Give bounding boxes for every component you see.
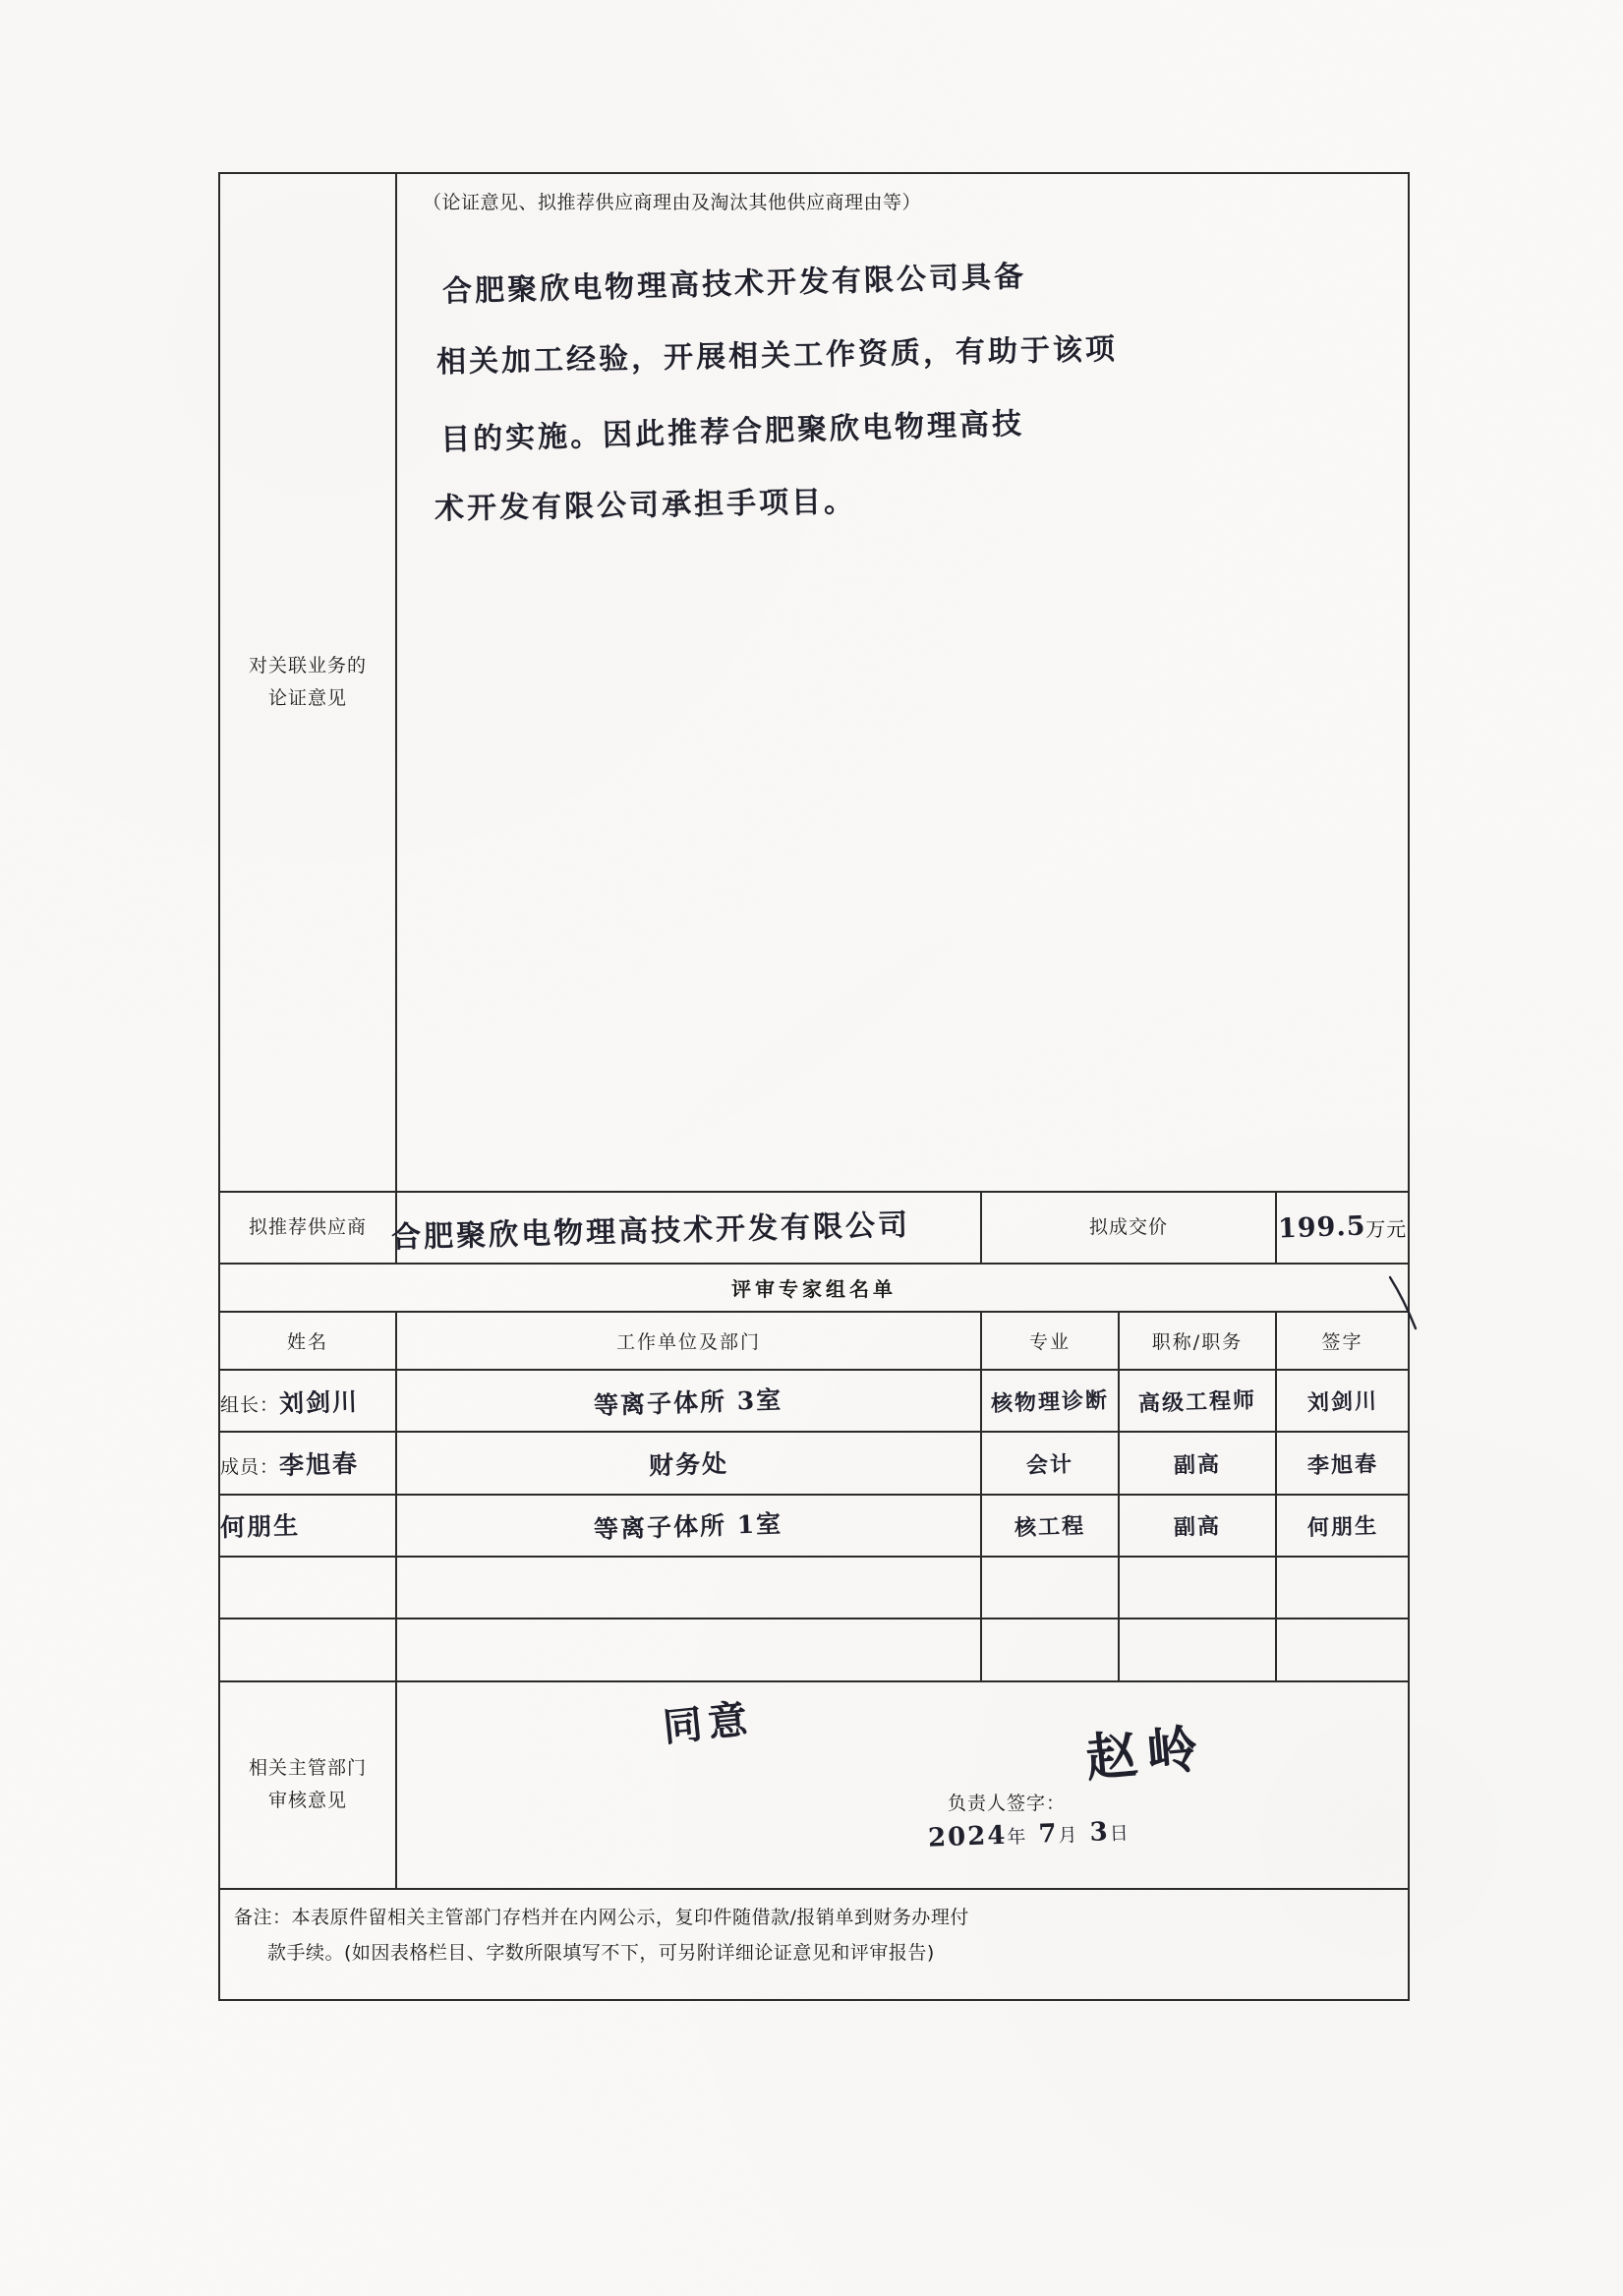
approval-label-cell xyxy=(219,1681,396,1889)
opinion-handwriting xyxy=(435,243,1384,538)
expert-title-handwritten: 高级工程师 xyxy=(1137,1387,1257,1418)
experts-header-row xyxy=(219,1312,1409,1370)
price-value-handwritten: 199.5 xyxy=(1277,1210,1366,1245)
expert-unit-handwritten: 财务处 xyxy=(648,1448,729,1481)
expert-title-handwritten: 副高 xyxy=(1173,1513,1222,1541)
approval-label xyxy=(220,1752,395,1818)
expert-major-cell xyxy=(981,1495,1119,1557)
expert-signature-cell xyxy=(1276,1495,1409,1557)
expert-name-handwritten: 何朋生 xyxy=(219,1511,301,1543)
approval-label-line2: 审核意见 xyxy=(267,1790,347,1812)
footer-note-line1: 备注：本表原件留相关主管部门存档并在内网公示，复印件随借款/报销单到财务办理付 xyxy=(234,1906,969,1928)
expert-major-cell xyxy=(981,1432,1119,1494)
opinion-content-cell xyxy=(396,173,1409,1192)
experts-col-unit xyxy=(396,1312,981,1370)
expert-unit-handwritten: 等离子体所 1室 xyxy=(594,1509,784,1545)
footer-note-line2: 款手续。(如因表格栏目、字数所限填写不下，可另附详细论证意见和评审报告) xyxy=(267,1942,935,1964)
opinion-handwriting-line-3: 目的实施。因此推荐合肥聚欣电物理高技 xyxy=(439,406,1025,458)
experts-title-row xyxy=(219,1264,1409,1313)
expert-major-handwritten: 会计 xyxy=(1025,1450,1074,1479)
expert-title-cell xyxy=(1119,1495,1276,1557)
approval-date-year-suffix: 年 xyxy=(1007,1825,1028,1849)
experts-col-title-label: 职称/职务 xyxy=(1151,1331,1244,1354)
experts-title: 评审专家组名单 xyxy=(731,1277,897,1302)
expert-signature-cell xyxy=(1276,1432,1409,1494)
supplier-label-cell xyxy=(219,1192,396,1263)
approval-comment-handwritten: 同意 xyxy=(661,1694,756,1751)
approval-date-day-suffix: 日 xyxy=(1109,1821,1131,1845)
expert-signature-handwritten: 李旭春 xyxy=(1306,1450,1378,1479)
experts-col-name xyxy=(219,1312,396,1370)
expert-signature-cell xyxy=(1276,1557,1409,1619)
expert-name-cell xyxy=(219,1432,396,1494)
opinion-row-label-line1: 对关联业务的 xyxy=(248,654,367,677)
approval-date-month-suffix: 月 xyxy=(1058,1823,1079,1847)
expert-major-cell xyxy=(981,1619,1119,1680)
approval-date-day: 3 xyxy=(1089,1816,1111,1848)
experts-col-title xyxy=(1119,1312,1276,1370)
price-label-cell xyxy=(981,1192,1276,1263)
expert-title-cell xyxy=(1119,1370,1276,1432)
supplier-value-handwritten: 合肥聚欣电物理高技术开发有限公司 xyxy=(390,1207,911,1255)
expert-name-handwritten: 刘剑川 xyxy=(278,1386,360,1419)
supplier-label: 拟推荐供应商 xyxy=(248,1215,367,1238)
expert-major-handwritten: 核工程 xyxy=(1014,1512,1086,1541)
expert-name-handwritten: 李旭春 xyxy=(278,1448,360,1481)
form-table xyxy=(218,172,1410,2001)
footer-note-cell xyxy=(219,1889,1409,2000)
expert-signature-handwritten: 何朋生 xyxy=(1306,1512,1378,1541)
approval-row xyxy=(219,1681,1409,1889)
approval-signature-handwritten: 赵岭 xyxy=(1083,1718,1210,1789)
supplier-row xyxy=(219,1192,1409,1263)
price-label: 拟成交价 xyxy=(1088,1215,1168,1238)
price-value-cell xyxy=(1276,1192,1409,1263)
expert-name-cell xyxy=(219,1557,396,1619)
approval-date xyxy=(928,1816,1131,1853)
expert-unit-handwritten: 等离子体所 3室 xyxy=(594,1384,784,1420)
expert-signature-cell xyxy=(1276,1619,1409,1680)
approval-label-line1: 相关主管部门 xyxy=(248,1756,367,1779)
expert-title-handwritten: 副高 xyxy=(1173,1450,1222,1479)
experts-col-signature xyxy=(1276,1312,1409,1370)
opinion-row-label-line2: 论证意见 xyxy=(267,687,347,710)
expert-title-cell xyxy=(1119,1432,1276,1494)
expert-signature-cell xyxy=(1276,1370,1409,1432)
price-unit: 万元 xyxy=(1365,1217,1408,1242)
expert-title-cell xyxy=(1119,1557,1276,1619)
expert-major-cell xyxy=(981,1557,1119,1619)
experts-col-major-label: 专业 xyxy=(1028,1331,1071,1354)
expert-name-cell xyxy=(219,1370,396,1432)
opinion-handwriting-line-1: 合肥聚欣电物理高技术开发有限公司具备 xyxy=(441,259,1027,310)
opinion-row-label xyxy=(220,650,395,716)
expert-role-prefix: 组长： xyxy=(220,1393,280,1416)
opinion-row xyxy=(219,173,1409,1192)
expert-major-handwritten: 核物理诊断 xyxy=(990,1387,1110,1418)
expert-unit-cell xyxy=(396,1619,981,1680)
expert-name-cell xyxy=(219,1619,396,1680)
table-row xyxy=(219,1619,1409,1680)
opinion-handwriting-line-2: 相关加工经验，开展相关工作资质，有助于该项 xyxy=(435,331,1119,381)
footer-note-row xyxy=(219,1889,1409,2000)
supplier-value-cell xyxy=(390,1192,981,1263)
procurement-form-table xyxy=(218,172,1408,2001)
approval-date-month: 7 xyxy=(1037,1818,1060,1850)
table-row xyxy=(219,1495,1409,1557)
expert-unit-cell xyxy=(396,1432,981,1494)
opinion-hint-text: （论证意见、拟推荐供应商理由及淘汰其他供应商理由等） xyxy=(423,192,922,213)
expert-unit-cell xyxy=(396,1370,981,1432)
approval-date-year: 2024 xyxy=(927,1820,1008,1854)
table-row xyxy=(219,1557,1409,1619)
experts-col-name-label: 姓名 xyxy=(286,1331,328,1354)
table-row xyxy=(219,1370,1409,1432)
expert-unit-cell xyxy=(396,1557,981,1619)
footer-note xyxy=(220,1890,1408,1980)
expert-major-cell xyxy=(981,1370,1119,1432)
experts-title-cell xyxy=(219,1264,1409,1313)
signer-label: 负责人签字： xyxy=(948,1792,1067,1814)
opinion-row-label-cell xyxy=(219,173,396,1192)
expert-name-cell xyxy=(219,1495,396,1557)
experts-col-unit-label: 工作单位及部门 xyxy=(615,1331,761,1354)
opinion-handwriting-line-4: 术开发有限公司承担手项目。 xyxy=(434,484,857,527)
expert-signature-handwritten: 刘剑川 xyxy=(1306,1388,1378,1417)
expert-unit-cell xyxy=(396,1495,981,1557)
expert-title-cell xyxy=(1119,1619,1276,1680)
experts-col-major xyxy=(981,1312,1119,1370)
experts-col-signature-label: 签字 xyxy=(1321,1331,1363,1354)
approval-content-cell xyxy=(396,1681,1409,1889)
table-row xyxy=(219,1432,1409,1494)
expert-role-prefix: 成员： xyxy=(220,1456,280,1479)
